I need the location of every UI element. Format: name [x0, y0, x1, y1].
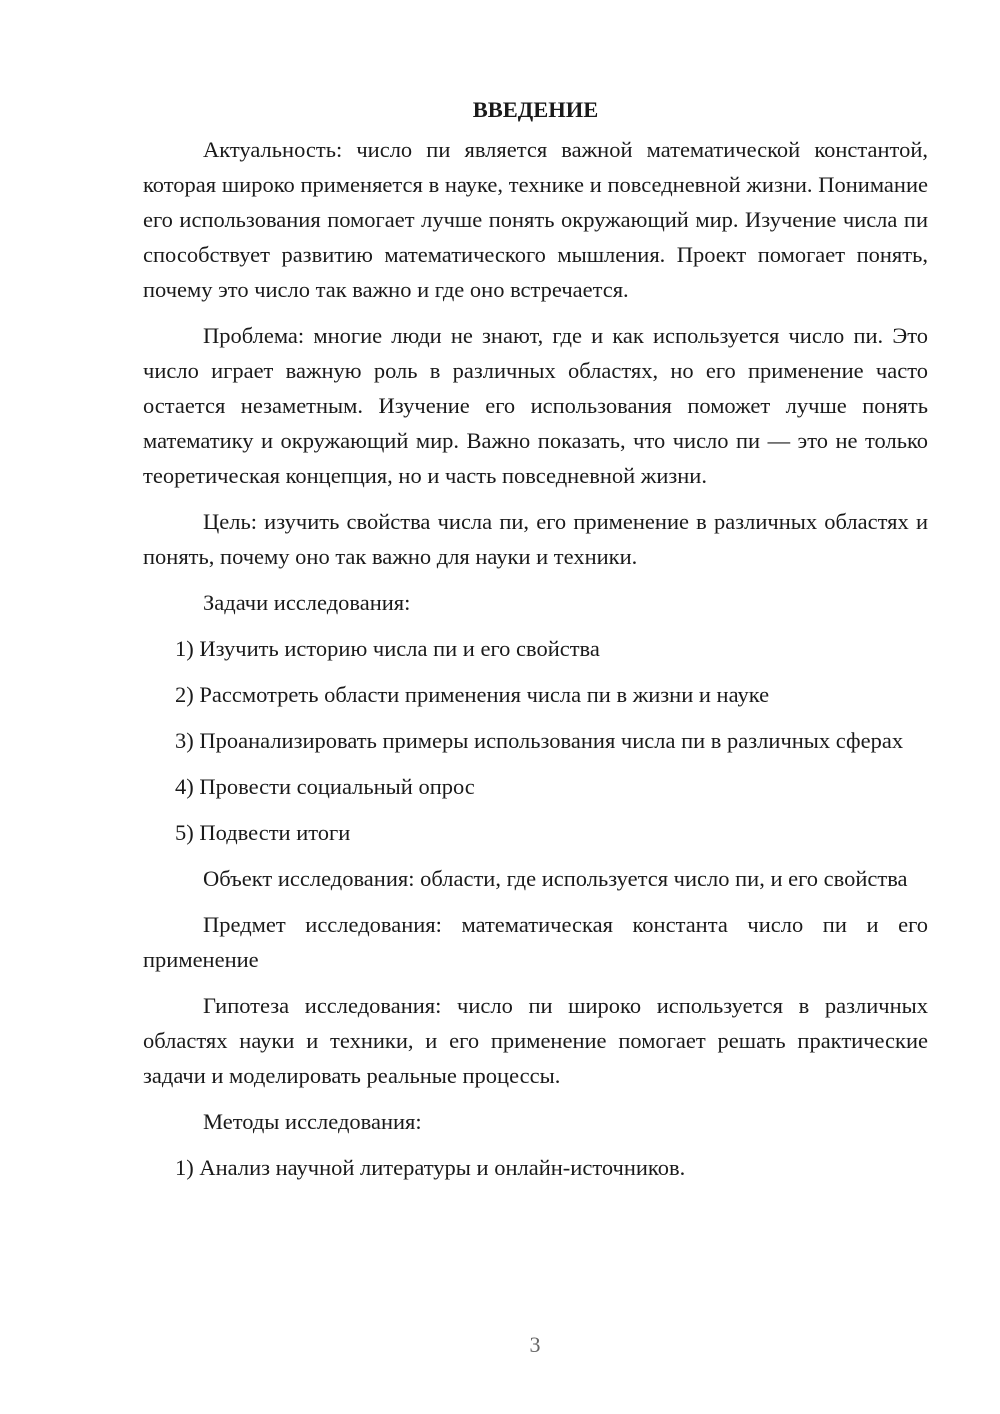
- page-number: 3: [529, 1332, 541, 1357]
- task-item: 1) Изучить историю числа пи и его свойства: [175, 636, 600, 661]
- hypothesis-paragraph: Гипотеза исследования: число пи широко используется в различных областях науки и техники, и его применение помогает решать практические задачи и моделировать реальные процессы.: [143, 993, 928, 1088]
- task-item: 4) Провести социальный опрос: [175, 774, 475, 799]
- task-item: 3) Проанализировать примеры использования числа пи в различных сферах: [175, 728, 904, 753]
- problem-paragraph: Проблема: многие люди не знают, где и как используется число пи. Это число играет важную роль в различных областях, но его применение часто остается незаметным. Изучение его использования поможет лучше понять математику и окружающий мир. Важно показать, что число пи — это не только теоретическая концепция, но и часть повседневной жизни.: [143, 323, 928, 488]
- subject-paragraph: Предмет исследования: математическая константа число пи и его применение: [143, 912, 928, 972]
- section-title: ВВЕДЕНИЕ: [472, 97, 599, 122]
- task-item: 5) Подвести итоги: [175, 820, 351, 845]
- tasks-heading: Задачи исследования:: [203, 590, 411, 615]
- task-item: 2) Рассмотреть области применения числа пи в жизни и науке: [175, 682, 770, 707]
- method-item: 1) Анализ научной литературы и онлайн-источников.: [175, 1155, 686, 1180]
- object-paragraph: Объект исследования: области, где используется число пи, и его свойства: [203, 866, 908, 891]
- goal-paragraph: Цель: изучить свойства числа пи, его применение в различных областях и понять, почему оно так важно для науки и техники.: [143, 509, 928, 569]
- page-body: [143, 92, 928, 1196]
- methods-heading: Методы исследования:: [203, 1109, 422, 1134]
- relevance-paragraph: Актуальность: число пи является важной математической константой, которая широко применяется в науке, технике и повседневной жизни. Понимание его использования помогает лучше понять окружающий мир. Изучение числа пи способствует развитию математического мышления. Проект помогает понять, почему это число так важно и где оно встречается.: [143, 137, 928, 302]
